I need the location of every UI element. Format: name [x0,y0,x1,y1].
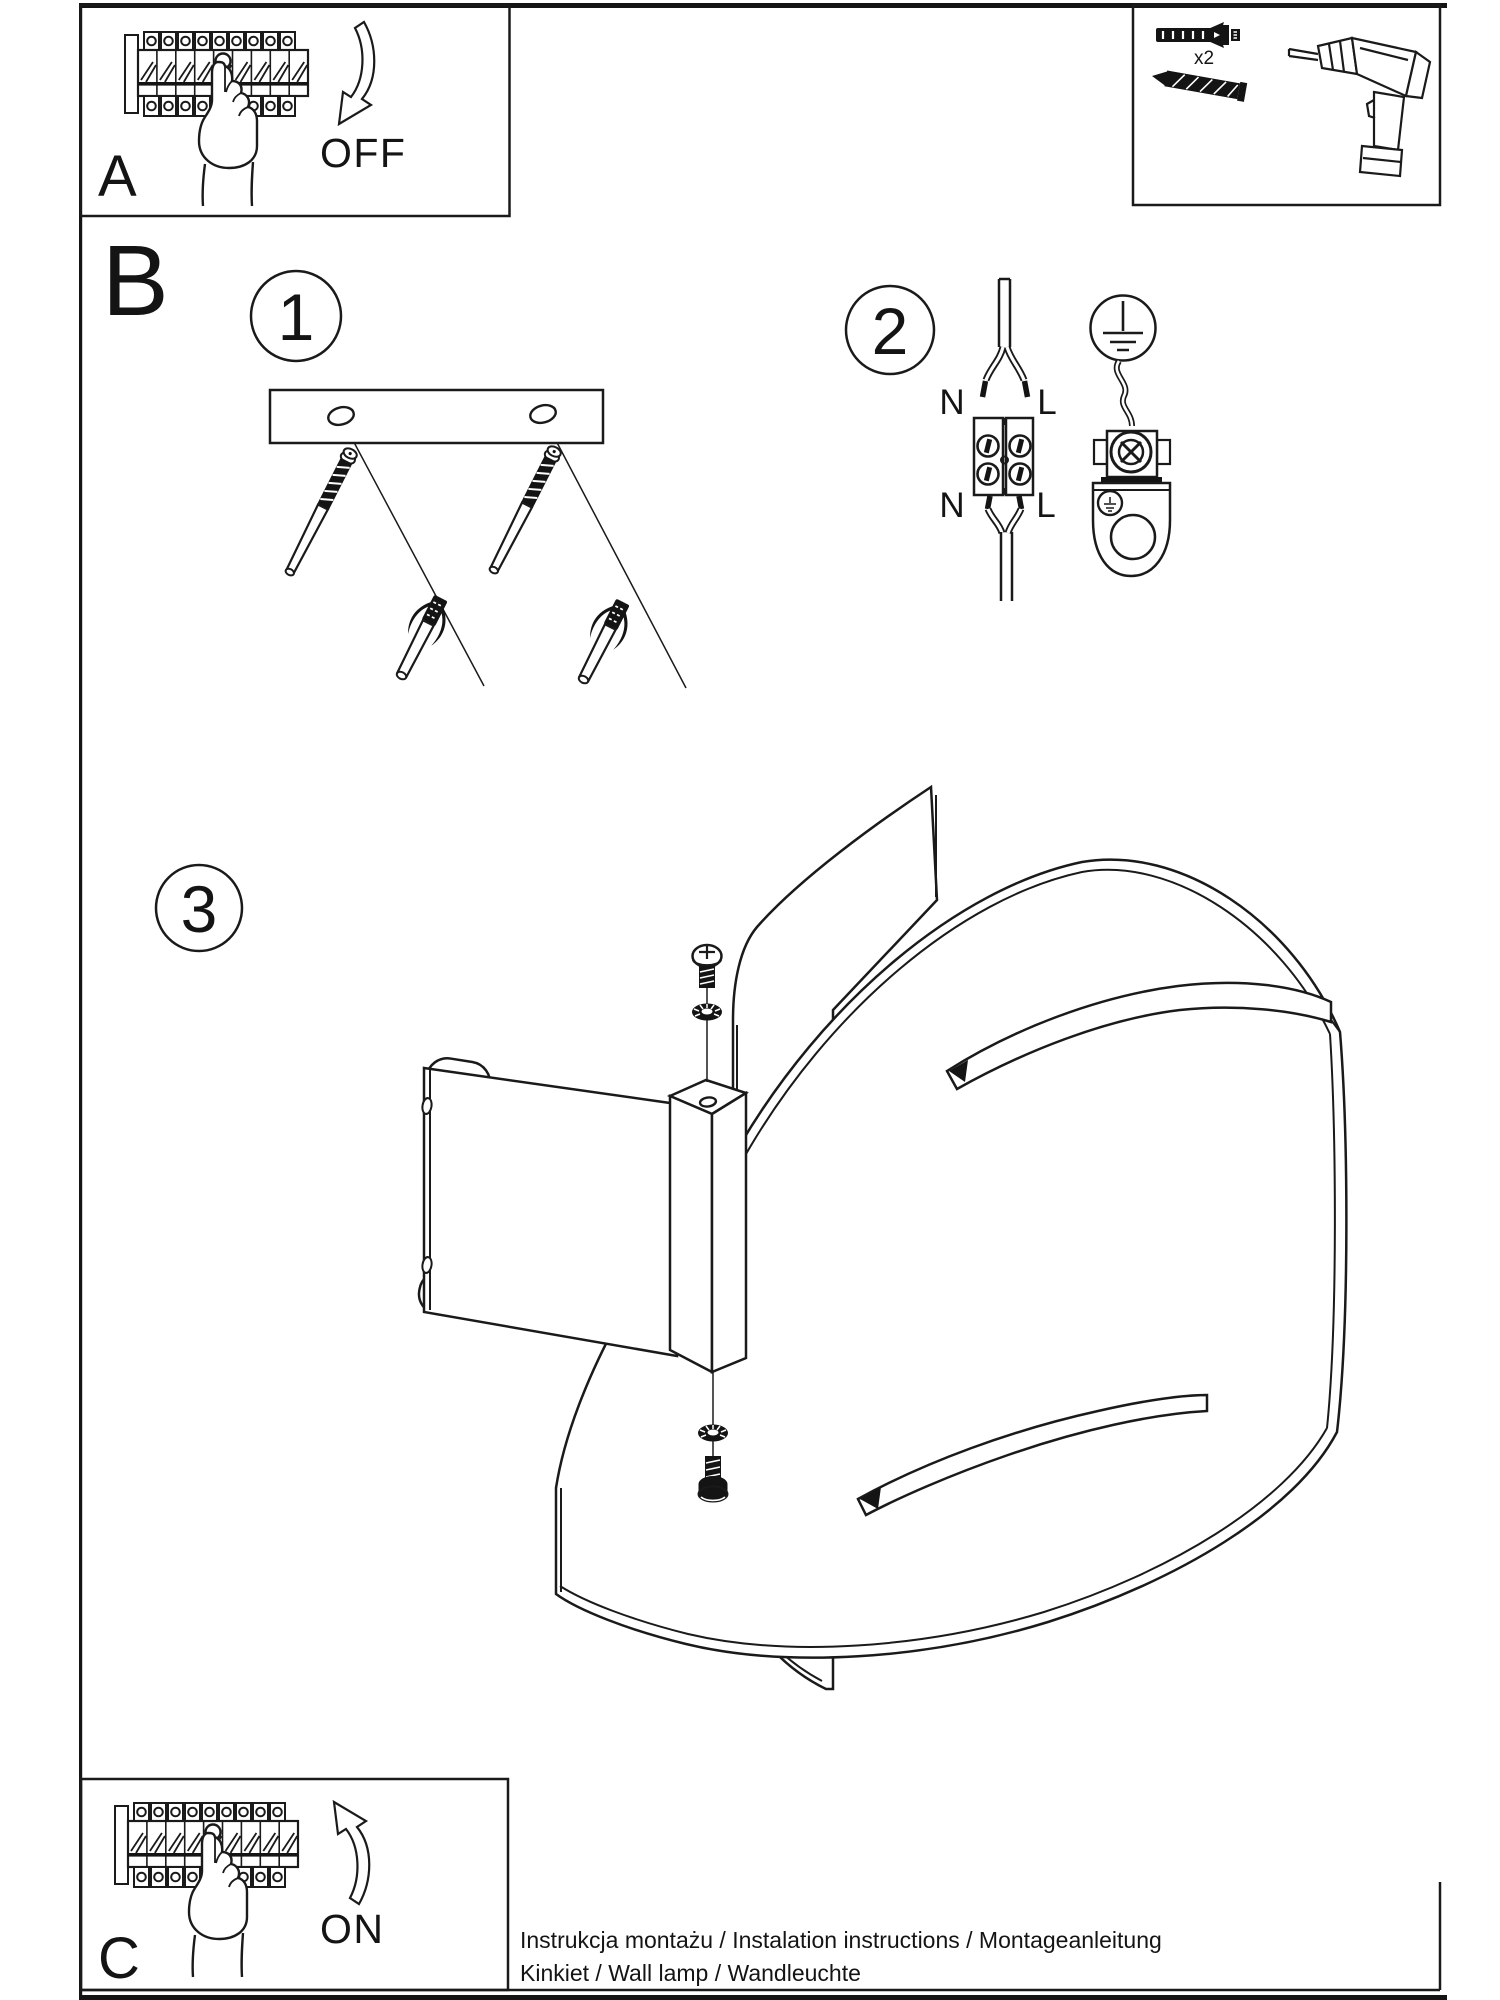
mounting-plate-drawing [270,390,686,690]
wall-bracket [416,1055,677,1356]
step-2-number: 2 [871,294,909,368]
step-a-label: A [98,144,137,209]
terminal-block [974,418,1033,495]
ground-terminal-clamp [1093,431,1170,576]
top-screw-and-washer [692,945,722,1082]
title-block [520,1927,1162,1986]
arrow-down-icon [339,22,374,124]
lamp-exploded-view [416,787,1346,1689]
step-c-power-on-box [81,1779,508,1991]
drill-icon [1289,38,1430,176]
wall-anchor-icon [385,590,457,686]
wall-plug-icon [1156,22,1240,48]
arrow-up-icon [334,1802,369,1904]
screw-icon [486,444,563,576]
wall-plug-qty: x2 [1193,48,1215,69]
wire-n-top-label: N [939,383,965,422]
step-1-badge [251,271,341,361]
wall-anchor-icon [567,594,639,690]
footer-line-2: Kinkiet / Wall lamp / Wandleuchte [520,1960,861,1986]
step-c-label: C [98,1926,140,1991]
step-3-badge [156,865,242,951]
section-b-label: B [102,225,169,337]
required-tools-box [1133,5,1440,205]
power-on-label: ON [320,1906,385,1952]
earth-symbol-icon [1091,296,1156,361]
mounting-screw-icon [1150,67,1247,102]
step-1-number: 1 [277,280,315,354]
step-a-power-off-box [81,5,510,216]
screw-icon [282,446,359,578]
wire-l-top-label: L [1037,383,1057,422]
footer-line-1: Instrukcja montażu / Instalation instructions / Montageanleitung [520,1927,1162,1953]
step-3-number: 3 [180,872,218,946]
wire-n-bottom-label: N [939,486,965,525]
wire-l-bottom-label: L [1036,486,1056,525]
lamp-mounting-block [670,1080,746,1372]
wiring-diagram [939,279,1170,601]
step-2-badge [846,286,934,374]
power-off-label: OFF [320,130,407,176]
